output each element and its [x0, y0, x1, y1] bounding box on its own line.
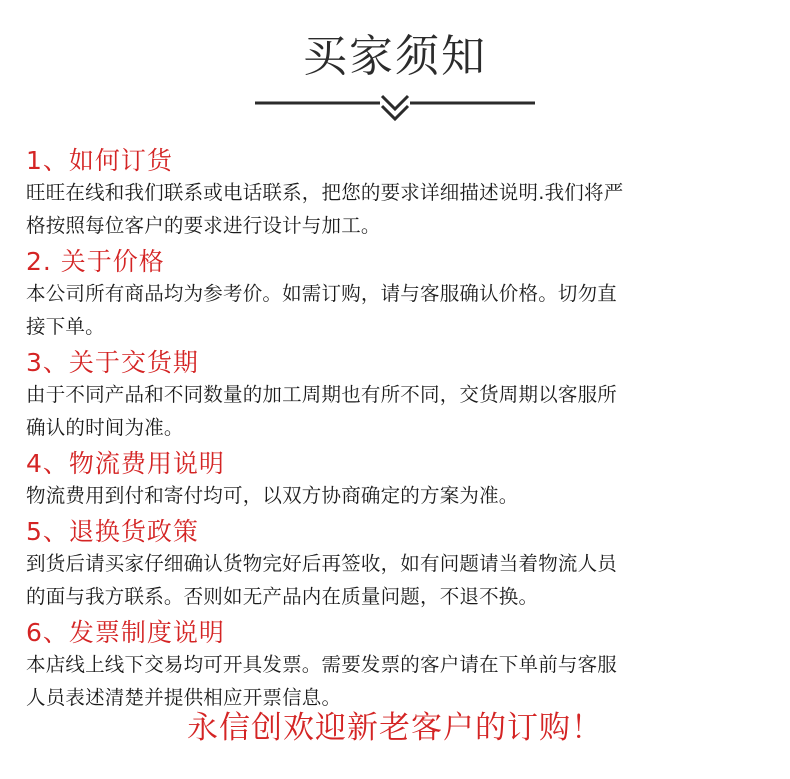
body-line: 旺旺在线和我们联系或电话联系，把您的要求详细描述说明.我们将严 — [26, 181, 624, 204]
chevron-down-icon — [382, 96, 408, 119]
section-body — [26, 648, 766, 714]
body-line: 人员表述清楚并提供相应开票信息。 — [26, 686, 342, 709]
section-heading: 3、关于交货期 — [26, 348, 199, 377]
body-line: 由于不同产品和不同数量的加工周期也有所不同，交货周期以客服所 — [26, 383, 618, 406]
section-heading: 6、发票制度说明 — [26, 618, 225, 647]
section-shipping — [26, 448, 766, 512]
body-line: 到货后请买家仔细确认货物完好后再签收，如有问题请当着物流人员 — [26, 552, 618, 575]
body-line: 本店线上线下交易均可开具发票。需要发票的客户请在下单前与客服 — [26, 653, 618, 676]
section-body — [26, 479, 766, 512]
notice-content — [26, 145, 766, 718]
section-invoice — [26, 617, 766, 714]
body-line: 物流费用到付和寄付均可，以双方协商确定的方案为准。 — [26, 484, 519, 507]
body-line: 确认的时间为准。 — [26, 416, 184, 439]
section-heading: 5、退换货政策 — [26, 517, 199, 546]
section-heading: 4、物流费用说明 — [26, 449, 225, 478]
section-heading: 1、如何订货 — [26, 146, 173, 175]
section-heading: 2. 关于价格 — [26, 247, 165, 276]
body-line: 本公司所有商品均为参考价。如需订购，请与客服确认价格。切勿直 — [26, 282, 618, 305]
page-title: 买家须知 — [303, 31, 487, 82]
closing-message: 永信创欢迎新老客户的订购！ — [187, 710, 603, 746]
body-line: 格按照每位客户的要求进行设计与加工。 — [26, 214, 381, 237]
section-body — [26, 378, 766, 444]
section-ordering — [26, 145, 766, 242]
title-divider — [255, 94, 535, 124]
section-returns — [26, 516, 766, 613]
section-pricing — [26, 246, 766, 343]
section-body — [26, 277, 766, 343]
body-line: 的面与我方联系。否则如无产品内在质量问题，不退不换。 — [26, 585, 539, 608]
section-body — [26, 176, 766, 242]
section-body — [26, 547, 766, 613]
section-delivery — [26, 347, 766, 444]
body-line: 接下单。 — [26, 315, 105, 338]
